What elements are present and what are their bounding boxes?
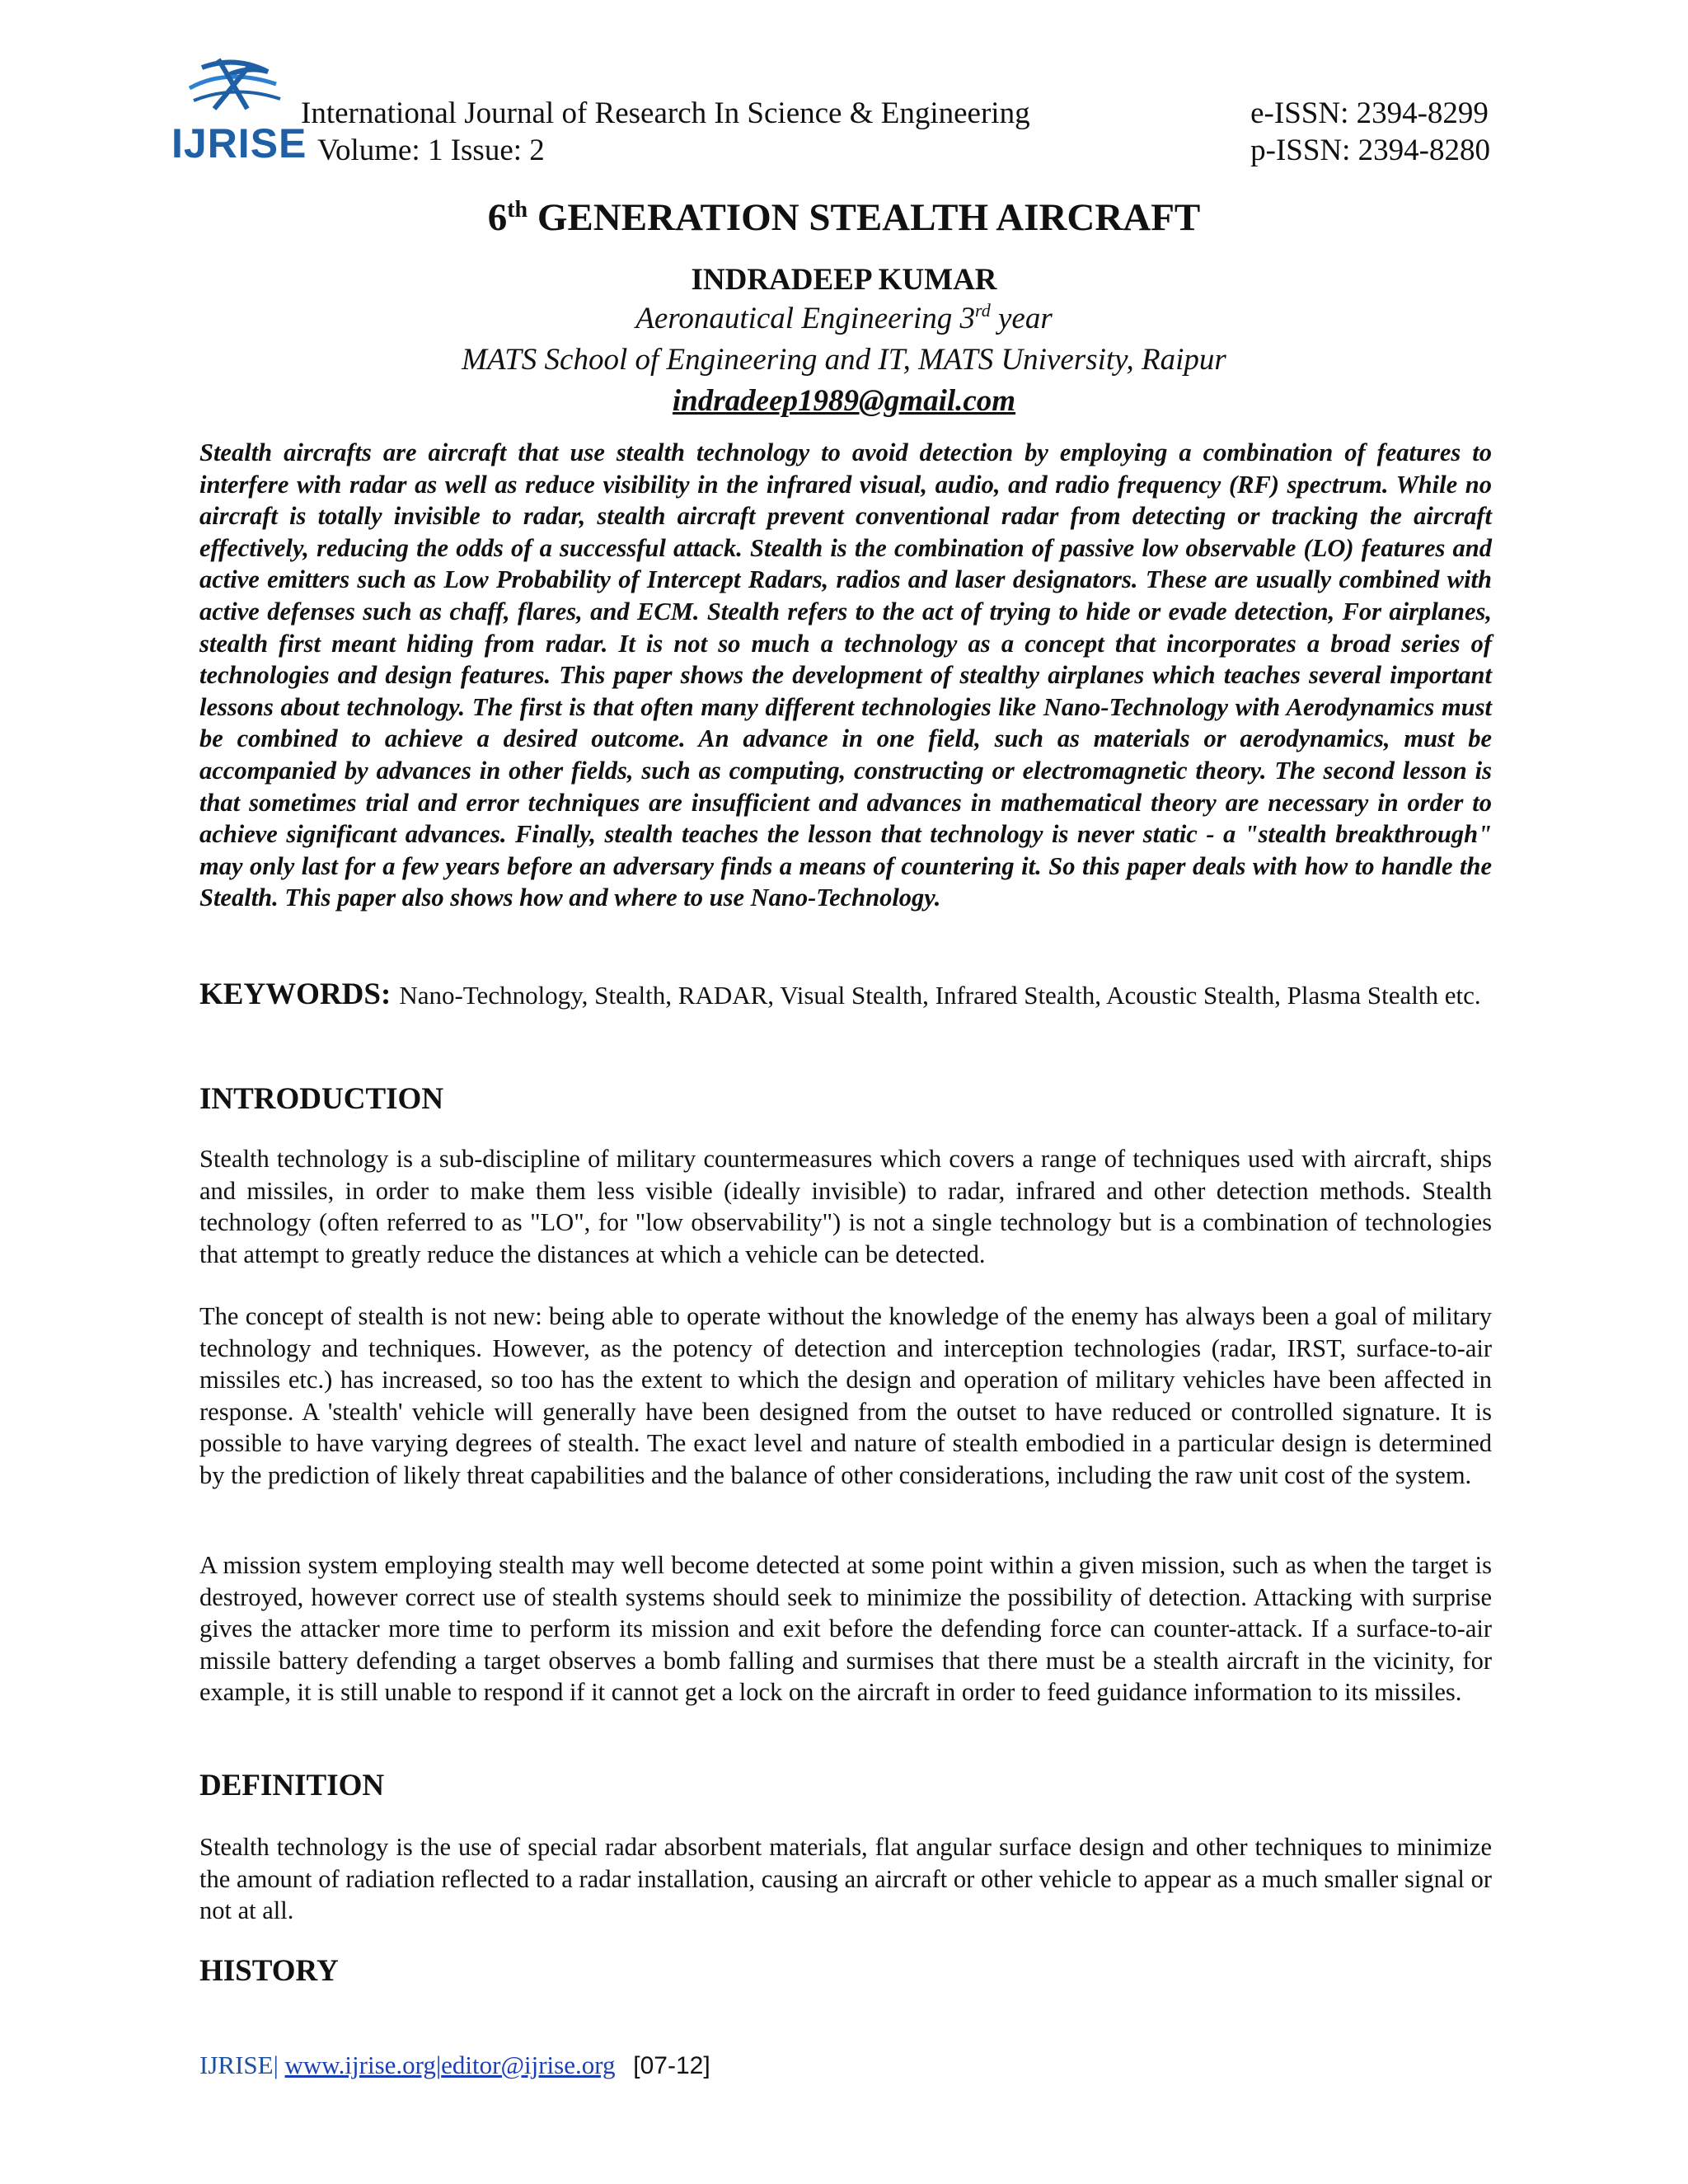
footer-site-link[interactable]: www.ijrise.org <box>284 2050 436 2079</box>
author-email-link[interactable]: indradeep1989@gmail.com <box>672 384 1016 418</box>
footer-label: IJRISE| <box>199 2050 279 2079</box>
title-ordinal: 6 <box>487 196 508 239</box>
section-heading-introduction: INTRODUCTION <box>199 1082 444 1116</box>
keywords-text: Nano-Technology, Stealth, RADAR, Visual Stealth, Infrared Stealth, Acoustic Stealth, Plasma Stealth etc. <box>399 981 1481 1010</box>
author-department <box>0 301 1688 336</box>
footer-page-range: [07-12] <box>633 2052 710 2079</box>
section-heading-history: HISTORY <box>199 1954 339 1988</box>
title-text: GENERATION STEALTH AIRCRAFT <box>528 196 1201 239</box>
volume-issue: Volume: 1 Issue: 2 <box>317 134 545 167</box>
definition-paragraph: Stealth technology is the use of special radar absorbent materials, flat angular surface design and other techniques to minimize the amount of radiation reflected to a radar installation, causing an aircraft or other vehicle to appear as a much smaller signal or not at all. <box>199 1833 1492 1925</box>
author-affiliation: MATS School of Engineering and IT, MATS University, Raipur <box>462 343 1226 377</box>
author-name: INDRADEEP KUMAR <box>691 263 997 297</box>
issn-block <box>1250 95 1490 169</box>
journal-header <box>301 95 1030 169</box>
author-email[interactable] <box>0 383 1688 419</box>
dept-superscript: rd <box>974 300 991 321</box>
dept-text: Aeronautical Engineering 3 <box>635 302 975 335</box>
footer-separator: | <box>435 2050 442 2079</box>
intro-paragraph-1: Stealth technology is a sub-discipline of military countermeasures which covers a range of techniques used with aircraft, ships and missiles, in order to make them less visible (ideally invisible) to radar, infrared and other detection methods. Stealth technology (often referred to as "LO", for "low observability") is not a single technology but is a combination of technologies that attempt to greatly reduce the distances at which a vehicle can be detected. <box>199 1145 1492 1268</box>
eissn: e-ISSN: 2394-8299 <box>1250 96 1489 130</box>
intro-paragraph-2: The concept of stealth is not new: being able to operate without the knowledge of the enemy has always been a goal of military technology and techniques. However, as the potency of detection and interception technologies (radar, IRST, surface-to-air missiles etc.) has increased, so too has the extent to which the design and operation of military vehicles have been affected in response. A 'stealth' vehicle will generally have been designed from the outset to have reduced or controlled signature. It is possible to have varying degrees of stealth. The exact level and nature of stealth embodied in a particular design is determined by the prediction of likely threat capabilities and the balance of other considerations, including the raw unit cost of the system. <box>199 1302 1492 1489</box>
keywords-label: KEYWORDS: <box>199 977 392 1011</box>
keywords <box>199 975 1492 1015</box>
journal-name: International Journal of Research In Science & Engineering <box>301 96 1030 130</box>
abstract: Stealth aircrafts are aircraft that use stealth technology to avoid detection by employing a combination of features to interfere with radar as well as reduce visibility in the infrared visual, audio, and radio frequency (RF) spectrum. While no aircraft is totally invisible to radar, stealth aircraft prevent conventional radar from detecting or tracking the aircraft effectively, reducing the odds of a successful attack. Stealth is the combination of passive low observable (LO) features and active emitters such as Low Probability of Intercept Radars, radios and laser designators. These are usually combined with active defenses such as chaff, flares, and ECM. Stealth refers to the act of trying to hide or evade detection, For airplanes, stealth first meant hiding from radar. It is not so much a technology as a concept that incorporates a broad series of technologies and design features. This paper shows the development of stealthy airplanes which teaches several important lessons about technology. The first is that often many different technologies like Nano-Technology with Aerodynamics must be combined to achieve a desired outcome. An advance in one field, such as materials or aerodynamics, must be accompanied by advances in other fields, such as computing, constructing or electromagnetic theory. The second lesson is that sometimes trial and error techniques are insufficient and advances in mathematical theory are necessary in order to achieve significant advances. Finally, stealth teaches the lesson that technology is never static - a "stealth breakthrough" may only last for a few years before an adversary finds a means of countering it. So this paper deals with how to handle the Stealth. This paper also shows how and where to use Nano-Technology. <box>199 438 1492 912</box>
page-footer <box>199 2050 710 2080</box>
section-heading-definition: DEFINITION <box>199 1769 385 1802</box>
logo-text: IJRISE <box>171 120 307 166</box>
pissn: p-ISSN: 2394-8280 <box>1250 134 1490 167</box>
title-superscript: th <box>507 197 528 223</box>
intro-paragraph-3: A mission system employing stealth may well become detected at some point within a given mission, such as when the target is destroyed, however correct use of stealth systems should seek to minimize the possibility of detection. Attacking with surprise gives the attacker more time to perform its mission and exit before the defending force can counter-attack. If a surface-to-air missile battery defending a target observes a bomb falling and surmises that there must be a stealth aircraft in the vicinity, for example, it is still unable to respond if it cannot get a lock on the aircraft in order to feed guidance information to its missiles. <box>199 1551 1492 1707</box>
paper-title <box>0 195 1688 240</box>
footer-email-link[interactable]: editor@ijrise.org <box>441 2050 616 2079</box>
dept-year: year <box>990 302 1053 335</box>
